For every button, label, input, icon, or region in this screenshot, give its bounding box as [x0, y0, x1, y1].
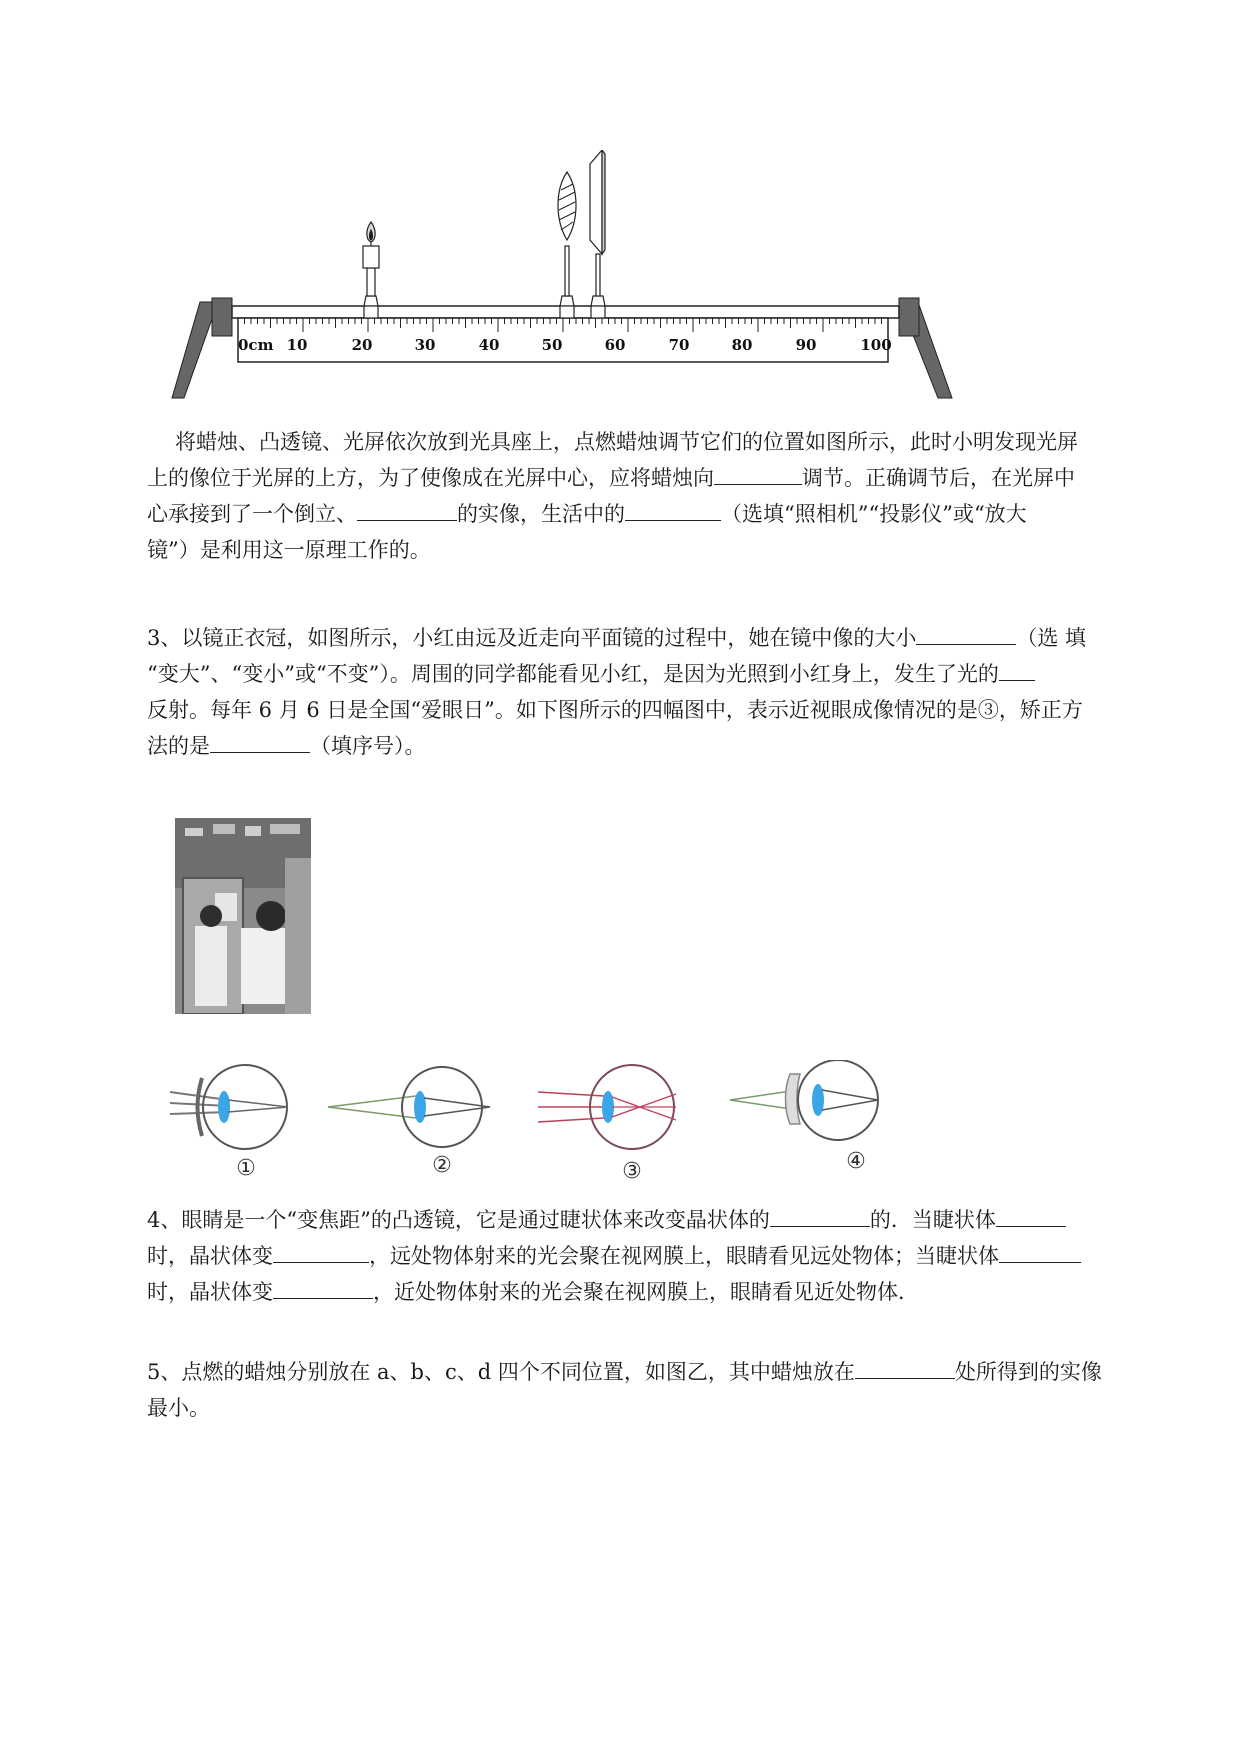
- text-line: （选 填: [1016, 626, 1087, 650]
- text-line: 3、以镜正衣冠，如图所示，小红由远及近走向平面镜的过程中，她在镜中像的大小: [147, 626, 917, 650]
- text-line: 调节。正确调节后，在光屏中: [802, 466, 1075, 490]
- ruler-label: 70: [668, 336, 690, 354]
- text-line: 心承接到了一个倒立、: [147, 502, 357, 526]
- text-line: 处所得到的实像: [954, 1360, 1102, 1384]
- answer-blank[interactable]: [855, 1356, 955, 1379]
- eye-label-4: ④: [846, 1149, 866, 1174]
- text-line: （填序号）。: [310, 734, 426, 758]
- answer-blank[interactable]: [273, 1276, 373, 1299]
- eye-diagram-1: [170, 1065, 288, 1180]
- answer-blank[interactable]: [996, 1204, 1066, 1227]
- eye-label-2: ②: [432, 1153, 452, 1178]
- answer-blank[interactable]: [210, 730, 310, 753]
- eye-label-3: ③: [622, 1159, 642, 1180]
- ruler-label: 20: [351, 336, 373, 354]
- text-line: 将蜡烛、凸透镜、光屏依次放到光具座上，点燃蜡烛调节它们的位置如图所示，此时小明发现光屏: [175, 430, 1078, 454]
- eye-diagram-4: [730, 1060, 878, 1174]
- text-line: 的实像，生活中的: [457, 502, 625, 526]
- answer-blank[interactable]: [770, 1204, 870, 1227]
- text-line: 的．当睫状体: [869, 1208, 996, 1232]
- answer-blank[interactable]: [625, 498, 721, 521]
- ruler-label: 10: [286, 336, 308, 354]
- text-line: 最小。: [147, 1396, 210, 1420]
- text-line: 4、眼睛是一个“变焦距”的凸透镜，它是通过睫状体来改变晶状体的: [147, 1208, 770, 1232]
- text-line: 上的像位于光屏的上方，为了使像成在光屏中心，应将蜡烛向: [147, 466, 714, 490]
- text-line: ，远处物体射来的光会聚在视网膜上，眼睛看见远处物体；当睫状体: [369, 1244, 999, 1268]
- ruler-label: 100: [860, 336, 892, 354]
- answer-blank[interactable]: [999, 1240, 1081, 1263]
- text-line: 反射。每年 6 月 6 日是全国“爱眼日”。如下图所示的四幅图中，表示近视眼成像情况的是③，矫正方: [147, 698, 1083, 722]
- ruler-label: 0cm: [238, 336, 274, 354]
- optical-bench-figure: [170, 150, 960, 410]
- light-screen: [590, 150, 605, 318]
- eye-diagram-3: [538, 1065, 676, 1180]
- answer-blank[interactable]: [714, 462, 802, 485]
- answer-blank[interactable]: [999, 658, 1035, 681]
- answer-blank[interactable]: [357, 498, 457, 521]
- eye-diagram-2: [328, 1067, 490, 1178]
- answer-blank[interactable]: [916, 622, 1016, 645]
- text-line: ，近处物体射来的光会聚在视网膜上，眼睛看见近处物体．: [373, 1280, 919, 1304]
- text-line: 时，晶状体变: [147, 1244, 273, 1268]
- ruler-label: 30: [414, 336, 436, 354]
- eye-label-1: ①: [236, 1156, 256, 1180]
- ruler-label: 80: [731, 336, 753, 354]
- text-line: （选填“照相机”“投影仪”或“放大: [721, 502, 1027, 526]
- text-line: 法的是: [147, 734, 210, 758]
- ruler-label: 50: [541, 336, 563, 354]
- text-line: “变大”、“变小”或“不变”）。周围的同学都能看见小红，是因为光照到小红身上，发生了光的: [147, 662, 999, 686]
- text-line: 5、点燃的蜡烛分别放在 a、b、c、d 四个不同位置，如图乙，其中蜡烛放在: [147, 1360, 855, 1384]
- mirror-photo: [175, 818, 311, 1014]
- bench-right-post: [899, 298, 919, 336]
- convex-lens: [558, 172, 576, 318]
- paragraph-bench: [147, 424, 1147, 568]
- answer-blank[interactable]: [273, 1240, 369, 1263]
- question-5: [147, 1354, 1147, 1426]
- candle: [363, 222, 379, 318]
- bench-left-leg: [172, 302, 218, 398]
- ruler-label: 60: [604, 336, 626, 354]
- ruler-label: 90: [795, 336, 817, 354]
- question-3: [147, 620, 1147, 764]
- text-line: 镜”）是利用这一原理工作的。: [147, 538, 431, 562]
- eye-diagrams-figure: [170, 1060, 910, 1180]
- question-4: [147, 1202, 1147, 1310]
- bench-left-post: [212, 298, 232, 336]
- ruler-label: 40: [478, 336, 500, 354]
- text-line: 时，晶状体变: [147, 1280, 273, 1304]
